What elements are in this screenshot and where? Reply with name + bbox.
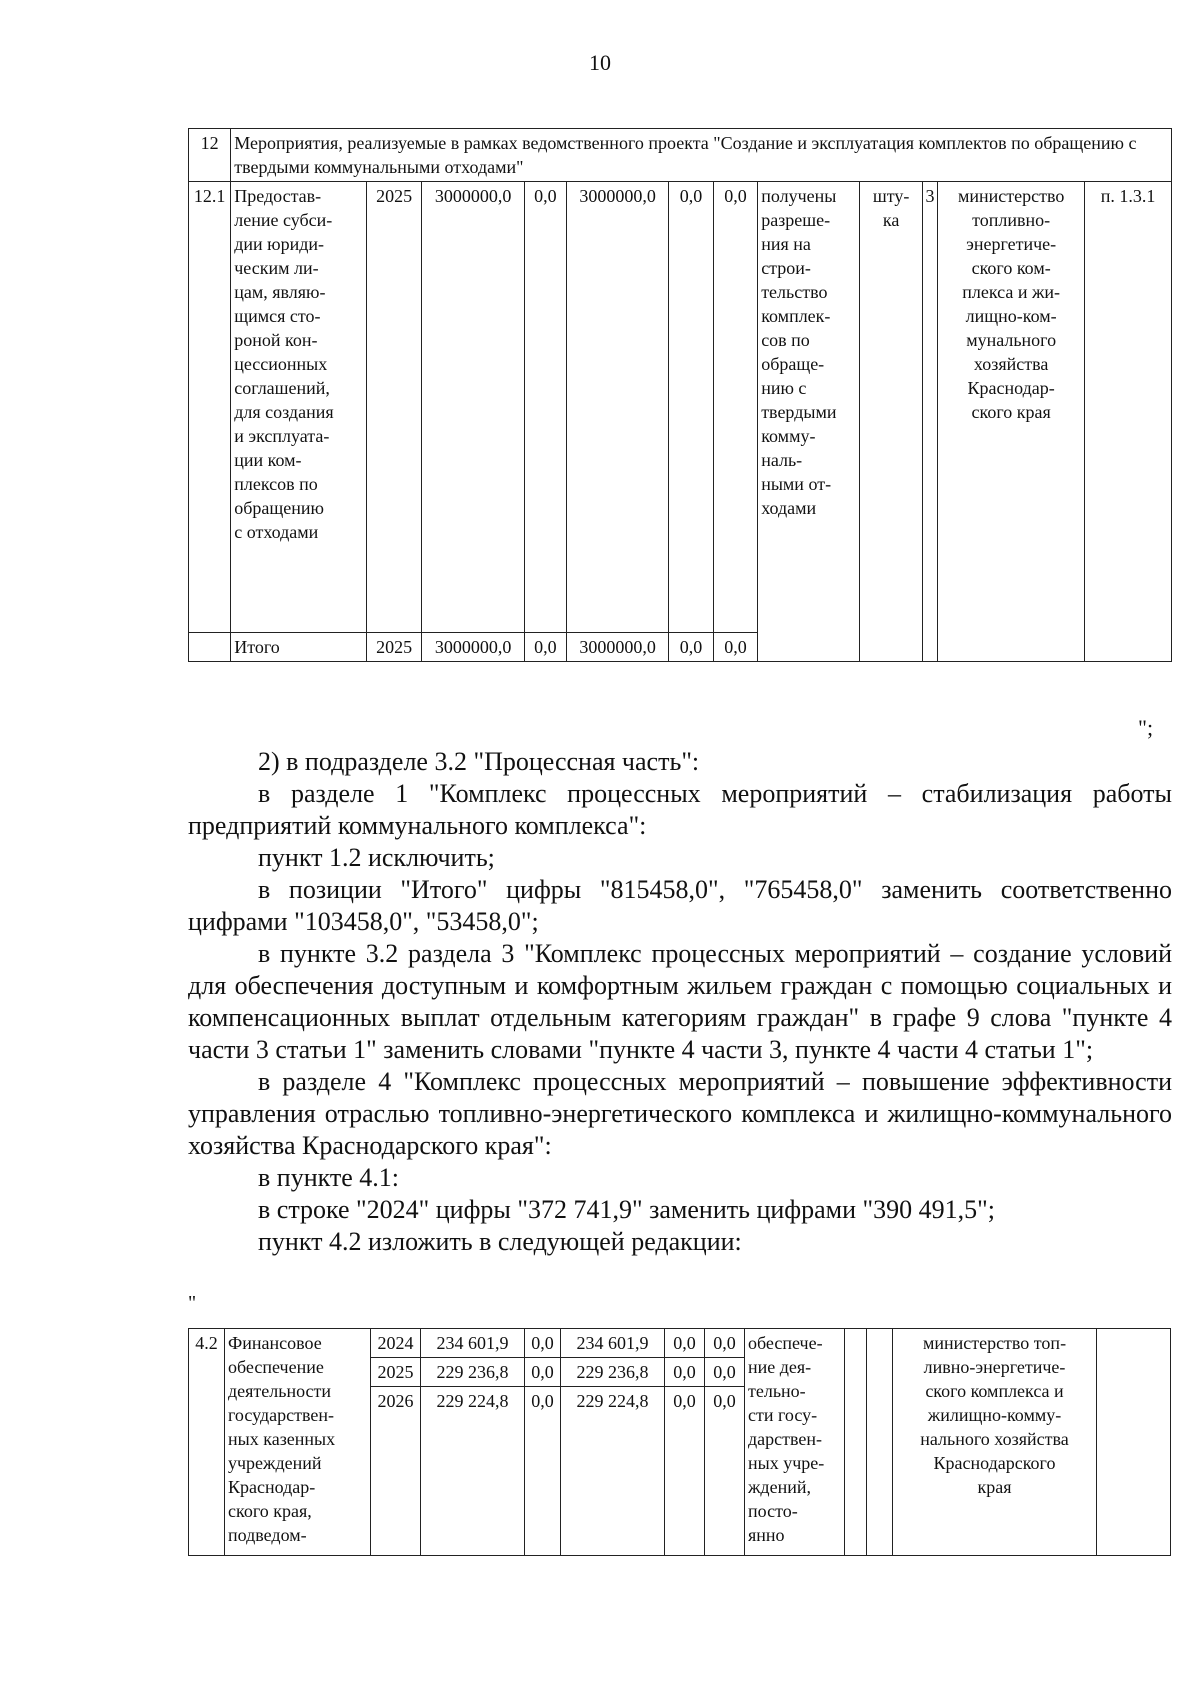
result-cell: обеспече- ние дея- тельно- сти госу- дарствен- ных учре- ждений, посто- янно [745,1329,845,1556]
paragraph: в разделе 4 "Комплекс процессных мероприятий – повышение эффективности управления отраслью топливно-энергетического комплекса и жилищно-коммунального хозяйства Краснодарского края": [188,1067,1172,1160]
other-sources-cell: 0,0 [705,1358,745,1387]
local-budget-cell: 0,0 [665,1387,705,1556]
table-row [189,182,1172,633]
quantity-cell [867,1329,893,1556]
total-local: 0,0 [669,633,713,662]
row-number: 12.1 [189,182,231,633]
federal-budget-cell: 0,0 [525,1387,561,1556]
local-budget-cell: 0,0 [665,1358,705,1387]
paragraph: в пункте 4.1: [258,1163,400,1192]
amendment-text [188,746,1172,1258]
total-cell: 234 601,9 [421,1329,525,1358]
reference-cell: п. 1.3.1 [1085,182,1172,662]
section-number: 12 [189,129,231,182]
executor-cell: министерство топливно- энергетиче- ского ком- плекса и жи- лищно-ком- мунального хозяйства Краснодар- ского края [938,182,1085,662]
regional-budget-cell: 229 224,8 [561,1387,665,1556]
total-label: Итого [231,633,367,662]
year-cell: 2026 [371,1387,421,1556]
regional-budget-cell: 229 236,8 [561,1358,665,1387]
unit-cell: шту- ка [860,182,922,662]
local-budget-cell: 0,0 [669,182,713,633]
quantity-cell: 3 [922,182,938,662]
paragraph: 2) в подразделе 3.2 "Процессная часть": [258,747,700,776]
total-regional: 3000000,0 [566,633,668,662]
total-other: 0,0 [713,633,757,662]
paragraph: в строке "2024" цифры "372 741,9" заменить цифрами "390 491,5"; [258,1195,996,1224]
measures-table [188,128,1172,662]
regional-budget-cell: 3000000,0 [566,182,668,633]
total-federal: 0,0 [524,633,566,662]
open-quote: " [188,1292,197,1314]
page-number: 10 [589,50,611,75]
reference-cell [1097,1329,1171,1556]
federal-budget-cell: 0,0 [525,1358,561,1387]
other-sources-cell: 0,0 [713,182,757,633]
total-cell: 229 224,8 [421,1387,525,1556]
unit-cell [845,1329,867,1556]
federal-budget-cell: 0,0 [525,1329,561,1358]
paragraph: пункт 1.2 исключить; [258,843,495,872]
year-cell: 2025 [371,1358,421,1387]
row-number: 4.2 [189,1329,225,1556]
measure-name: Предостав- ление субси- дии юриди- ческим ли- цам, являю- щимся сто- роной кон- цессионных соглашений, для создания и эксплуата- ции ком- плексов по обращению с отходами [231,182,367,633]
other-sources-cell: 0,0 [705,1387,745,1556]
section-row [189,129,1172,182]
regional-budget-cell: 234 601,9 [561,1329,665,1358]
year-cell: 2024 [371,1329,421,1358]
result-cell: получены разреше- ния на строи- тельство комплек- сов по обраще- нию с твердыми комму- наль- ными от- ходами [758,182,860,662]
paragraph: в разделе 1 "Комплекс процессных мероприятий – стабилизация работы предприятий коммунального комплекса": [188,779,1172,840]
item-4-2-table [188,1328,1171,1556]
table-row [189,1329,1171,1358]
section-title: Мероприятия, реализуемые в рамках ведомственного проекта "Создание и эксплуатация комплектов по обращению с твердыми коммунальными отходами" [231,129,1172,182]
paragraph: в пункте 3.2 раздела 3 "Комплекс процессных мероприятий – создание условий для обеспечения доступным и комфортным жильем граждан с помощью социальных и компенсационных выплат отдельным категориям граждан" в графе 9 слова "пункте 4 части 3 статьи 1" заменить словами "пункте 4 части 3, пункте 4 части 4 статьи 1"; [188,939,1172,1064]
local-budget-cell: 0,0 [665,1329,705,1358]
year-cell: 2025 [366,182,422,633]
measure-name: Финансовое обеспечение деятельности государствен- ных казенных учреждений Краснодар- ского края, подведом- [225,1329,371,1556]
closing-quote: "; [1138,715,1154,740]
other-sources-cell: 0,0 [705,1329,745,1358]
executor-cell: министерство топ- ливно-энергетиче- ского комплекса и жилищно-комму- нального хозяйства Краснодарского края [893,1329,1097,1556]
paragraph: в позиции "Итого" цифры "815458,0", "765458,0" заменить соответственно цифрами "103458,0", "53458,0"; [188,875,1172,936]
paragraph: пункт 4.2 изложить в следующей редакции: [258,1227,742,1256]
total-cell: 3000000,0 [422,182,524,633]
total-sum: 3000000,0 [422,633,524,662]
total-cell: 229 236,8 [421,1358,525,1387]
total-year: 2025 [366,633,422,662]
federal-budget-cell: 0,0 [524,182,566,633]
